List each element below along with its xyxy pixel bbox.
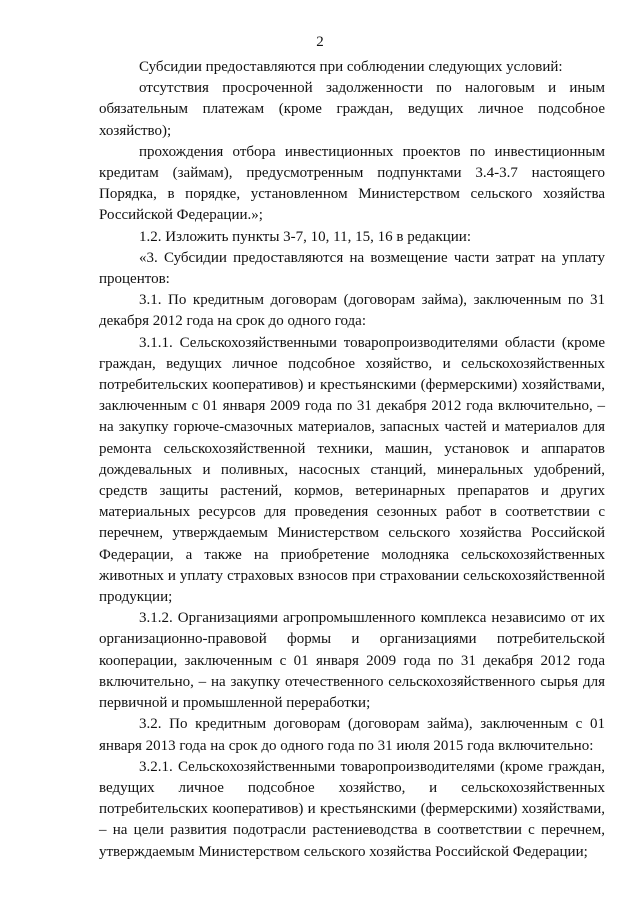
paragraph-3-1: 3.1. По кредитным договорам (договорам займа), заключенным по 31 декабря 2012 года на срок до одного года: — [99, 292, 605, 330]
paragraph-3-2: 3.2. По кредитным договорам (договорам займа), заключенным с 01 января 2013 года на срок до одного года по 31 июля 2015 года включительно: — [99, 716, 605, 754]
paragraph-3-1-2: 3.1.2. Организациями агропромышленного комплекса независимо от их организационно-правовой формы и организациями потребительской кооперации, заключенным с 01 января 2009 года по 31 декабря 2012 года включительно, – на закупку отечественного сельскохозяйственного сырья для первичной и промышленной переработки; — [99, 610, 605, 712]
page-number: 2 — [316, 34, 324, 50]
paragraph-project-selection: прохождения отбора инвестиционных проектов по инвестиционным кредитам (займам), предусмотренным подпунктами 3.4-3.7 настоящего Порядка, в порядке, установленном Министерством сельского хозяйства Российской Федерации.»; — [99, 143, 605, 224]
paragraph-3-2-1: 3.2.1. Сельскохозяйственными товаропроизводителями (кроме граждан, ведущих личное подсобное хозяйство, и сельскохозяйственных потребительских кооперативов) и крестьянскими (фермерскими) хозяйствами, – на цели развития подотрасли растениеводства в соответствии с перечнем, утверждаемым Министерством сельского хозяйства Российской Федерации; — [99, 758, 605, 860]
paragraph-no-arrears: отсутствия просроченной задолженности по налоговым и иным обязательным платежам (кроме граждан, ведущих личное подсобное хозяйство); — [99, 80, 605, 139]
paragraph-1-2: 1.2. Изложить пункты 3-7, 10, 11, 15, 16 в редакции: — [139, 228, 471, 245]
paragraph-3-1-1: 3.1.1. Сельскохозяйственными товаропроизводителями области (кроме граждан, ведущих личное подсобное хозяйство, и сельскохозяйственных потребительских кооперативов) и крестьянскими (фермерскими) хозяйствами, заключенным с 01 января 2009 года по 31 декабря 2012 года включительно, – на закупку горюче-смазочных материалов, запасных частей и материалов для ремонта сельскохозяйственной техники, машин, установок и аппаратов дождевальных и поливных, насосных станций, минеральных удобрений, средств защиты растений, кормов, ветеринарных препаратов и других материальных ресурсов для проведения сезонных работ в соответствии с перечнем, утверждаемым Министерством сельского хозяйства Российской Федерации, а также на приобретение молодняка сельскохозяйственных животных и уплату страховых взносов при страховании сельскохозяйственной продукции; — [99, 334, 605, 606]
paragraph-conditions-intro: Субсидии предоставляются при соблюдении следующих условий: — [139, 59, 563, 75]
document-body — [99, 57, 605, 863]
paragraph-3: «3. Субсидии предоставляются на возмещение части затрат на уплату процентов: — [99, 249, 605, 288]
